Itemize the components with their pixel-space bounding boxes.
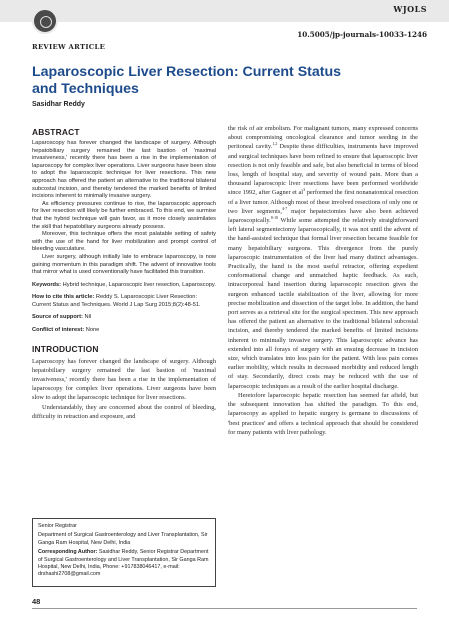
abstract-heading: ABSTRACT bbox=[32, 127, 80, 137]
left-column bbox=[32, 127, 216, 421]
journal-seal-icon bbox=[32, 8, 58, 34]
author-name: Sasidhar Reddy bbox=[32, 101, 85, 108]
body-text: major hepatectomies have also been achieved laparoscopically. bbox=[228, 207, 418, 225]
author-footnote-box bbox=[32, 518, 216, 587]
author-role: Senior Registrar bbox=[38, 523, 77, 529]
introduction-paragraph: Understandably, they are concerned about the control of bleeding, difficulty in retraction and exposure, and bbox=[32, 403, 216, 420]
corresponding-text: Sasidhar Reddy, Senior Registrar Department of Surgical Gastroenterology and Liver Transplantation, Sir Ganga Ram Hospital, New Delhi, India, Phone: +917838046417, e-mail: drshashi2708@gmail.com bbox=[38, 549, 209, 578]
corresponding-label: Corresponding Author: bbox=[38, 549, 98, 556]
source-of-support bbox=[32, 314, 216, 322]
citation bbox=[32, 294, 216, 309]
right-column bbox=[228, 124, 418, 437]
keywords-label: Keywords: bbox=[32, 281, 62, 288]
journal-name: WJOLS bbox=[393, 4, 427, 14]
keywords bbox=[32, 282, 216, 290]
article-type: REVIEW ARTICLE bbox=[32, 43, 106, 51]
conflict-of-interest bbox=[32, 327, 216, 335]
abstract-paragraph: Laparoscopy has forever changed the landscape of surgery. Although hepatobiliary surgery remained the last bastion of 'maximal invasiveness,' recently there has been a rise in the implementation of laparoscopy for complex liver operations. Liver surgeons have been slow to adopt the laparoscopic technique for liver resections. This new approach has offered the patient an alternative to the traditional bilateral subcostal incision, and thereby tendered the marked benefits of limited incisions inherent to minimally invasive surgery. bbox=[32, 140, 216, 200]
abstract-paragraph: Liver surgery, although initially late to embrace laparoscopy, is now gaining momentum in this paradigm shift. The advent of innovative tools that mirror what is used conventionally have facilitated this transition. bbox=[32, 253, 216, 276]
footer-rule bbox=[32, 608, 417, 609]
reference-marker[interactable]: 4-7 bbox=[281, 205, 288, 211]
abstract-paragraph: As efficiency pressures continue to rise, the laparoscopic approach for liver resection will likely be further embraced. To this end, we surmise that the hybrid technique will gain favor, as it more closely assimilates the skill that hepatobiliary surgeons already possess. bbox=[32, 200, 216, 230]
support-label: Source of support: bbox=[32, 314, 83, 321]
author-department: Department of Surgical Gastroenterology and Liver Transplantation, Sir Ganga Ram Hospital, New Delhi, India bbox=[38, 532, 208, 546]
keywords-text: Hybrid technique, Laparoscopic liver resection, Laparoscopy. bbox=[62, 281, 216, 288]
body-text: Despite these difficulties, instruments have improved and surgical techniques have been refined to ensure that laparoscopic liver resection is not only feasible and safe, but also beneficial in terms of blood loss, length of hospital stay, and severity of wound pain. More than a thousand laparoscopic liver resections have been performed worldwide since 1992, after Gagner et al bbox=[228, 143, 418, 197]
header-band bbox=[0, 0, 449, 22]
body-paragraph bbox=[228, 124, 418, 391]
body-paragraph: Heretofore laparoscopic hepatic resection has seemed far afield, but the subsequent innovation has shifted the paradigm. To this end, laparoscopy as applied to hepatic surgery is germane to discussions of 'best practices' and offers a technical approach that should be considered for many patients with liver pathology. bbox=[228, 391, 418, 436]
citation-text: Reddy S. Laparoscopic Liver Resection: Current Status and Techniques. World J Lap Surg 2015;8(2):48-51. bbox=[32, 294, 201, 308]
citation-label: How to cite this article: bbox=[32, 294, 95, 301]
conflict-label: Conflict of interest: bbox=[32, 327, 85, 334]
reference-marker[interactable]: 8-10 bbox=[270, 214, 279, 220]
body-text: performed the first nonanatomical resection of a liver tumor. Although most of these involved resections of only one or two liver segments, bbox=[228, 189, 418, 215]
introduction-heading: INTRODUCTION bbox=[32, 343, 99, 354]
body-text: While some attempted the relatively straightforward left lateral segmentectomy laparoscopically, it was not until the advent of the hand-assisted technique that formal liver resection became feasible for many hepatobiliary surgeons. This divergence from the purely laparoscopic instrumentation of the liver had many distinct advantages. Practically, the hand is the most useful retractor, offering expedient conformational change and unmatched haptic feedback. As such, intracorporeal hand insertion during laparoscopic resection gives the surgeon enhanced tactile stabilization of the liver, allowing for more precise mobilization and dissection of the target lobe. In addition, the hand port serves as a retrieval site for the surgical specimen. This new approach has offered the patient an alternative to the traditional bilateral subcostal incision, and thereby tendered the marked benefits of limited incisions inherent to minimally invasive surgery. This laparoscopic advance has extended into all forays of surgery with an ensuing decrease in incision size, which translates into less pain for the patient. With less pain comes earlier mobility, which results in decreased morbidity and reduced length of stay. Secondarily, direct costs may be reduced with the use of laparoscopic techniques as a result of the earlier hospital discharge. bbox=[228, 217, 418, 390]
page-number: 48 bbox=[32, 597, 41, 606]
introduction-paragraph: Laparoscopy has forever changed the landscape of surgery. Although hepatobiliary surgery remained the last bastion of 'maximal invasiveness,' recently there has been a rise in the implementation of laparoscopy for complex liver operations. Liver surgeons have been slow to adopt the laparoscopic technique for liver resections. bbox=[32, 357, 216, 402]
abstract-paragraph: Moreover, this technique offers the most palatable setting of safety with the use of the hand for liver mobilization and prompt control of bleeding vasculature. bbox=[32, 231, 216, 253]
conflict-value: None bbox=[85, 327, 100, 334]
support-value: Nil bbox=[84, 314, 92, 321]
article-title: Laparoscopic Liver Resection: Current Status and Techniques bbox=[32, 64, 342, 97]
doi[interactable]: 10.5005/jp-journals-10033-1246 bbox=[297, 30, 427, 39]
body-text: the risk of air embolism. For malignant tumors, many expressed concerns about compromising oncological clearance and tumor seeding in the peritoneal cavity. bbox=[228, 125, 418, 151]
corresponding-author bbox=[38, 549, 210, 579]
reference-marker[interactable]: 3 bbox=[303, 187, 306, 193]
reference-marker[interactable]: 1,2 bbox=[272, 141, 278, 147]
